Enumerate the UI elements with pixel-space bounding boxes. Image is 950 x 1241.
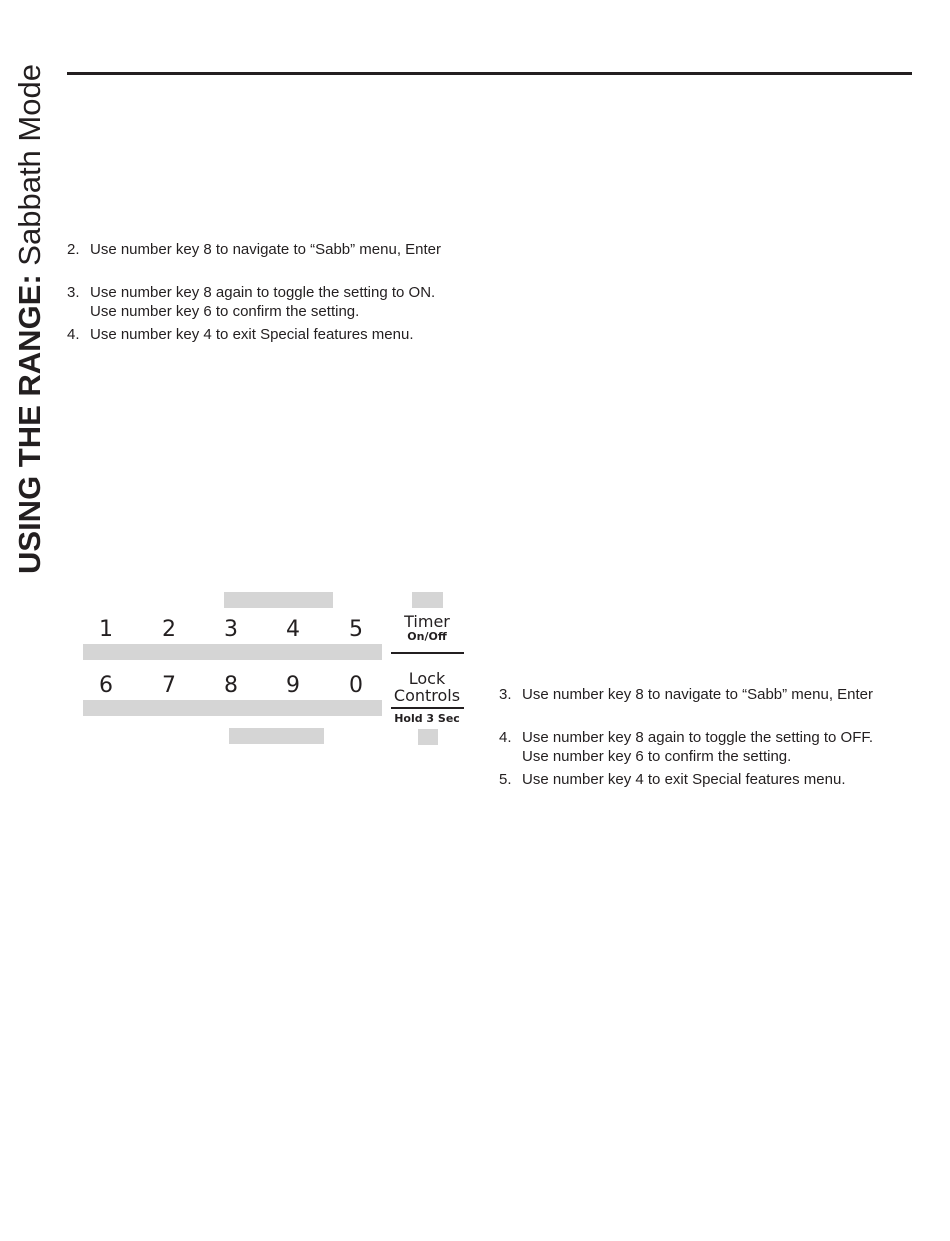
step-number: 3. [499, 686, 512, 703]
timer-sub-label: On/Off [407, 630, 447, 643]
number-key-3[interactable]: 3 [224, 617, 238, 642]
keypad-label-bar [83, 644, 382, 660]
step-number: 5. [499, 771, 512, 788]
number-key-2[interactable]: 2 [162, 617, 176, 642]
number-key-9[interactable]: 9 [286, 673, 300, 698]
lock-sub-label: Hold 3 Sec [394, 712, 460, 725]
step-text: Use number key 4 to exit Special features menu. [522, 771, 846, 788]
number-key-7[interactable]: 7 [162, 673, 176, 698]
step-text-continued: Use number key 6 to confirm the setting. [90, 303, 360, 320]
step-item [499, 728, 873, 766]
steps-disable-list [499, 685, 919, 795]
step-number: 2. [67, 241, 80, 258]
keypad-label-bar [224, 592, 333, 608]
step-item [67, 283, 435, 321]
step-text: Use number key 8 again to toggle the setting to ON. [90, 284, 436, 301]
step-number: 3. [67, 284, 80, 301]
section-title-text [10, 64, 50, 574]
keypad-label-bar [412, 592, 443, 608]
step-number: 4. [67, 326, 80, 343]
keypad-label-bar [418, 729, 438, 745]
step-text: Use number key 8 to navigate to “Sabb” menu, Enter [90, 241, 442, 258]
control-keypad [82, 590, 467, 750]
section-title-sub: Sabbath Mode [12, 64, 47, 275]
number-key-6[interactable]: 6 [99, 673, 113, 698]
lock-hold-hint [387, 712, 467, 725]
steps-enable-list [67, 240, 487, 350]
step-text: Use number key 8 to navigate to “Sabb” menu, Enter [522, 686, 874, 703]
step-item [499, 685, 873, 704]
number-key-5[interactable]: 5 [349, 617, 363, 642]
number-key-0[interactable]: 0 [349, 673, 363, 698]
lock-label-line1: Lock [408, 669, 446, 688]
step-text: Use number key 4 to exit Special features menu. [90, 326, 414, 343]
step-number: 4. [499, 729, 512, 746]
step-text-continued: Use number key 6 to confirm the setting. [522, 748, 792, 765]
section-title-main: USING THE RANGE: [12, 274, 47, 574]
lock-divider [391, 707, 464, 709]
top-rule-divider [67, 72, 912, 75]
number-key-4[interactable]: 4 [286, 617, 300, 642]
keypad-label-bar [83, 700, 382, 716]
step-text: Use number key 8 again to toggle the setting to OFF. [522, 729, 874, 746]
timer-divider [391, 652, 464, 654]
timer-button[interactable] [387, 613, 467, 643]
number-key-8[interactable]: 8 [224, 673, 238, 698]
lock-label-line2: Controls [393, 686, 461, 705]
timer-label: Timer [404, 612, 450, 631]
section-title [10, 34, 50, 574]
step-item [67, 240, 441, 259]
lock-controls-button[interactable] [387, 670, 467, 704]
keypad-label-bar [229, 728, 324, 744]
step-item [499, 770, 846, 789]
number-key-1[interactable]: 1 [99, 617, 113, 642]
step-item [67, 325, 414, 344]
